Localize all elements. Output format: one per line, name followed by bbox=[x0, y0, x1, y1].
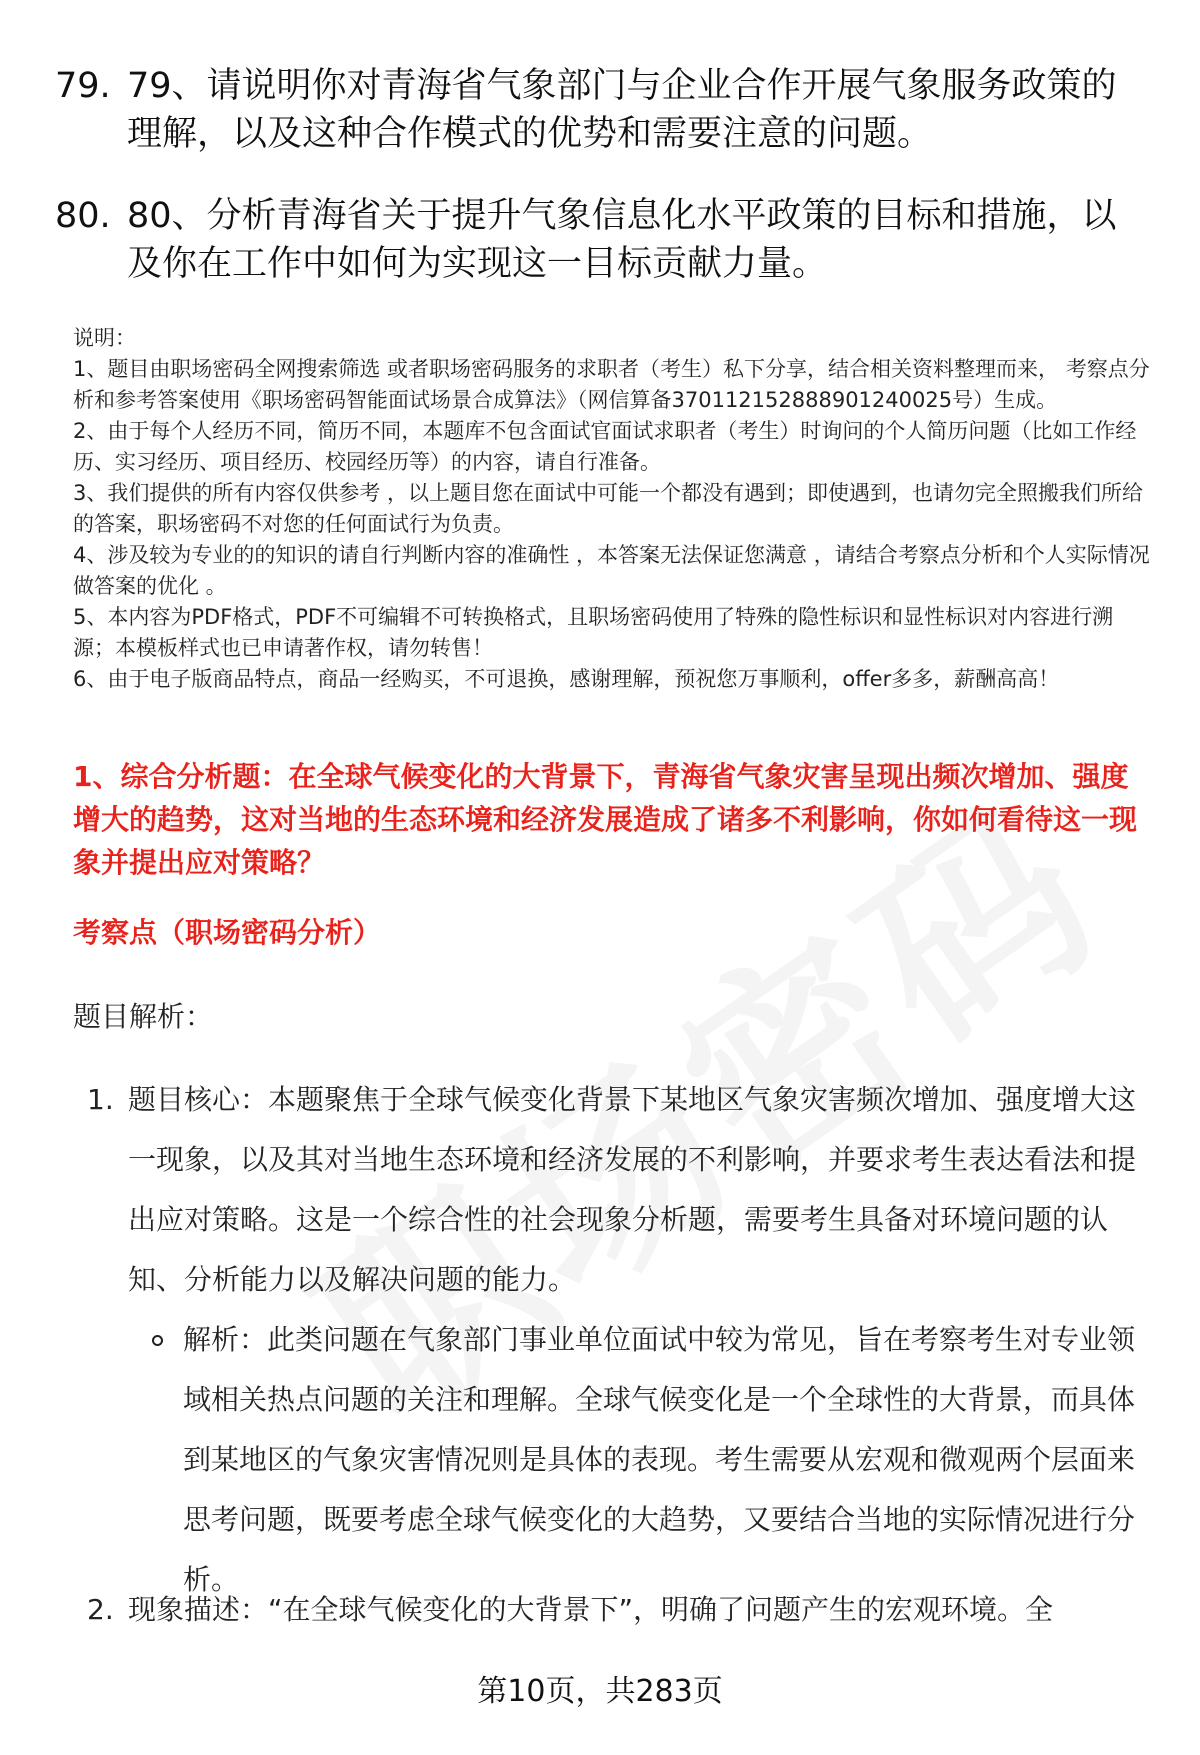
question-number: 79. bbox=[55, 66, 111, 106]
list-item bbox=[87, 1580, 1147, 1640]
sub-list-item bbox=[150, 1310, 1150, 1610]
analysis-label: 题目解析： bbox=[73, 1000, 214, 1033]
question-80 bbox=[55, 192, 1145, 288]
question-number: 80. bbox=[55, 196, 111, 236]
note-item: 5、本内容为PDF格式，PDF不可编辑不可转换格式，且职场密码使用了特殊的隐性标识和显性标识对内容进行溯源；本模板样式也已申请著作权，请勿转售！ bbox=[73, 605, 1114, 660]
notes-block bbox=[73, 323, 1153, 695]
note-item: 2、由于每个人经历不同，简历不同，本题库不包含面试官面试求职者（考生）时询问的个人简历问题（比如工作经历、实习经历、项目经历、校园经历等）的内容，请自行准备。 bbox=[73, 419, 1137, 474]
main-question-heading: 1、综合分析题：在全球气候变化的大背景下，青海省气象灾害呈现出频次增加、强度增大的趋势，这对当地的生态环境和经济发展造成了诸多不利影响，你如何看待这一现象并提出应对策略？ bbox=[73, 760, 1138, 879]
question-79 bbox=[55, 62, 1145, 158]
list-item-number: 1. bbox=[87, 1083, 114, 1116]
sub-list-item-text: 解析：此类问题在气象部门事业单位面试中较为常见，旨在考察考生对专业领域相关热点问题的关注和理解。全球气候变化是一个全球性的大背景，而具体到某地区的气象灾害情况则是具体的表现。考生需要从宏观和微观两个层面来思考问题，既要考虑全球气候变化的大趋势，又要结合当地的实际情况进行分析。 bbox=[183, 1323, 1136, 1596]
note-item: 3、我们提供的所有内容仅供参考 ，以上题目您在面试中可能一个都没有遇到；即使遇到，也请勿完全照搬我们所给的答案，职场密码不对您的任何面试行为负责。 bbox=[73, 481, 1144, 536]
list-item-number: 2. bbox=[87, 1593, 114, 1626]
page-footer: 第10页，共283页 bbox=[477, 1674, 723, 1709]
notes-title: 说明： bbox=[73, 326, 136, 350]
list-item bbox=[87, 1070, 1147, 1310]
note-item: 4、涉及较为专业的的知识的请自行判断内容的准确性 ，本答案无法保证您满意 ，请结合考察点分析和个人实际情况做答案的优化 。 bbox=[73, 543, 1150, 598]
list-item-text: 题目核心：本题聚焦于全球气候变化背景下某地区气象灾害频次增加、强度增大这一现象，以及其对当地生态环境和经济发展的不利影响，并要求考生表达看法和提出应对策略。这是一个综合性的社会现象分析题，需要考生具备对环境问题的认知、分析能力以及解决问题的能力。 bbox=[128, 1083, 1137, 1296]
note-item: 6、由于电子版商品特点，商品一经购买，不可退换，感谢理解，预祝您万事顺利，offer多多，薪酬高高！ bbox=[73, 667, 1060, 691]
list-item-text: 现象描述：“在全球气候变化的大背景下”，明确了问题产生的宏观环境。全 bbox=[128, 1593, 1054, 1626]
note-item: 1、题目由职场密码全网搜索筛选 或者职场密码服务的求职者（考生）私下分享，结合相关资料整理而来， 考察点分析和参考答案使用《职场密码智能面试场景合成算法》（网信算备370112152888901240025号）生成。 bbox=[73, 357, 1150, 412]
question-text: 80、分析青海省关于提升气象信息化水平政策的目标和措施，以及你在工作中如何为实现这一目标贡献力量。 bbox=[127, 196, 1117, 284]
exam-point-heading: 考察点（职场密码分析） bbox=[73, 916, 382, 949]
question-text: 79、请说明你对青海省气象部门与企业合作开展气象服务政策的理解，以及这种合作模式的优势和需要注意的问题。 bbox=[127, 66, 1117, 154]
hollow-bullet-icon bbox=[152, 1335, 163, 1346]
